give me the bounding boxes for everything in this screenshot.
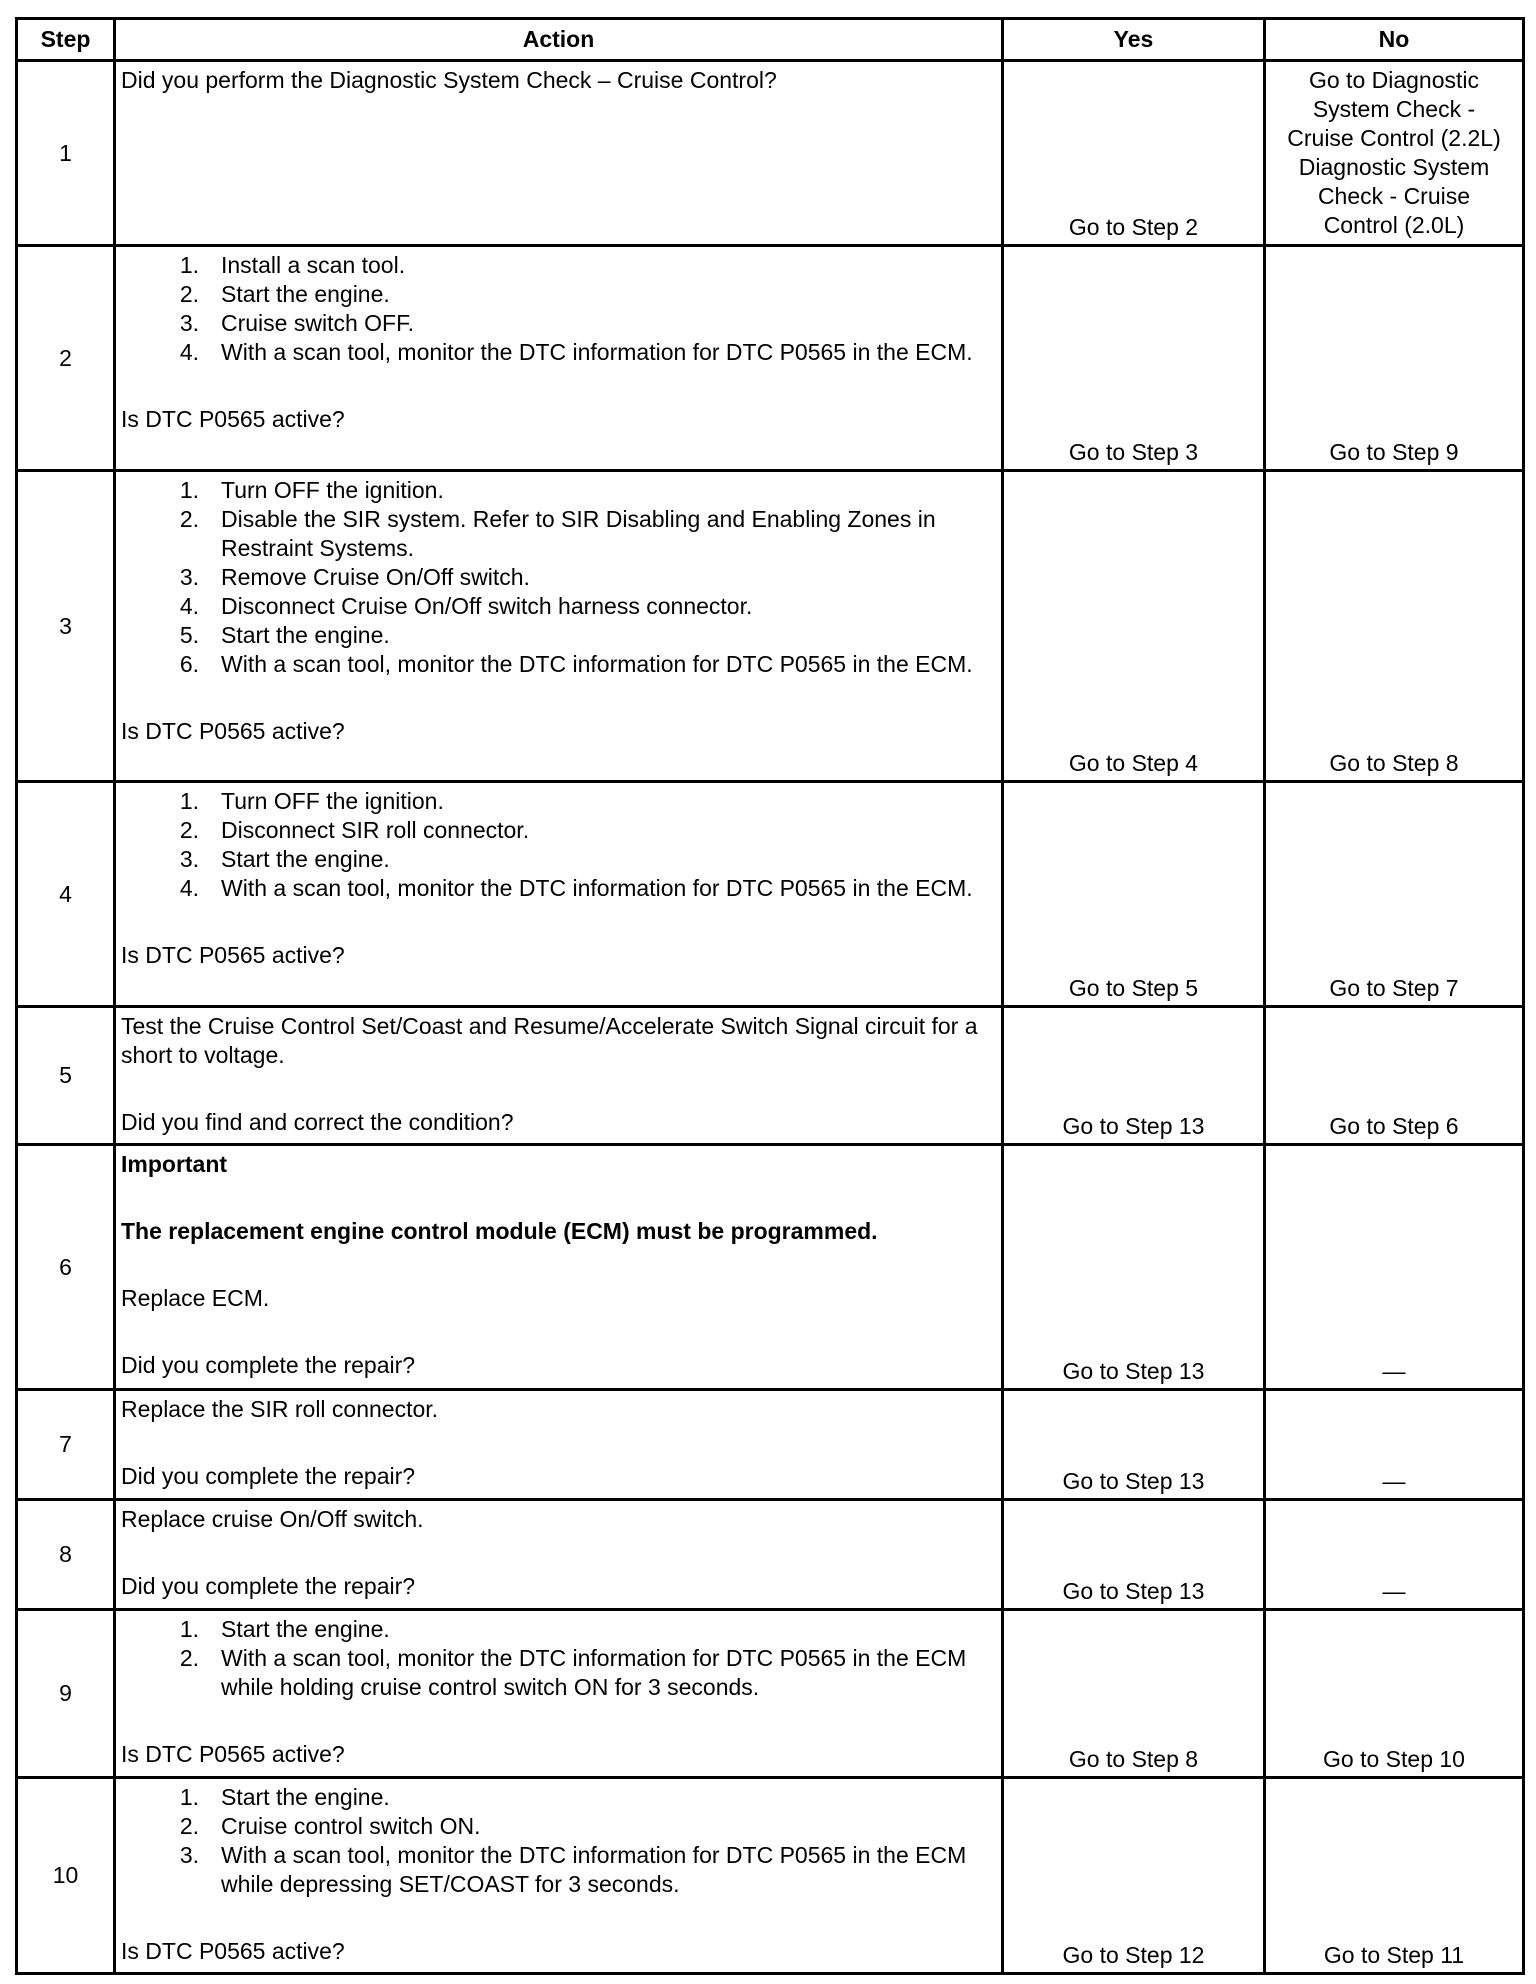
header-no: No xyxy=(1265,19,1524,61)
action-instruction: Replace cruise On/Off switch. xyxy=(121,1506,424,1532)
step-number: 5 xyxy=(17,1007,115,1145)
action-question: Did you perform the Diagnostic System Check – Cruise Control? xyxy=(121,67,777,93)
list-item: 2. Disable the SIR system. Refer to SIR Disabling and Enabling Zones in Restraint Systems. xyxy=(179,506,936,561)
action-question: Did you find and correct the condition? xyxy=(121,1109,514,1135)
no-result: Go to Step 6 xyxy=(1265,1007,1524,1145)
step-number: 8 xyxy=(17,1500,115,1610)
list-item: 3. Cruise switch OFF. xyxy=(179,310,414,336)
table-row xyxy=(17,1145,1524,1390)
action-steps-list xyxy=(121,787,995,903)
action-steps-list xyxy=(121,251,995,367)
action-cell xyxy=(115,1610,1003,1778)
no-result-line: Control (2.0L) xyxy=(1323,212,1465,238)
list-item: 3. With a scan tool, monitor the DTC information for DTC P0565 in the ECM while depressing SET/COAST for 3 seconds. xyxy=(179,1842,967,1897)
list-item: 1. Install a scan tool. xyxy=(179,252,406,278)
action-question: Is DTC P0565 active? xyxy=(121,1741,345,1767)
no-result-line: Cruise Control (2.2L) xyxy=(1287,125,1501,151)
step-number: 9 xyxy=(17,1610,115,1778)
no-result-line: System Check - xyxy=(1312,96,1476,122)
action-cell xyxy=(115,246,1003,471)
action-question: Is DTC P0565 active? xyxy=(121,1938,345,1964)
list-item: 1. Turn OFF the ignition. xyxy=(179,477,444,503)
list-item: 1. Start the engine. xyxy=(179,1616,390,1642)
action-cell xyxy=(115,471,1003,782)
table-row xyxy=(17,782,1524,1007)
step-number: 1 xyxy=(17,61,115,246)
step-number: 10 xyxy=(17,1778,115,1974)
header-step: Step xyxy=(17,19,115,61)
step-number: 4 xyxy=(17,782,115,1007)
action-question: Did you complete the repair? xyxy=(121,1352,416,1378)
action-question: Did you complete the repair? xyxy=(121,1463,416,1489)
list-item: 4. Disconnect Cruise On/Off switch harness connector. xyxy=(179,593,753,619)
action-question: Did you complete the repair? xyxy=(121,1573,416,1599)
action-steps-list xyxy=(121,476,995,679)
action-cell xyxy=(115,1390,1003,1500)
yes-result: Go to Step 5 xyxy=(1003,782,1265,1007)
step-number: 3 xyxy=(17,471,115,782)
action-cell xyxy=(115,782,1003,1007)
table-row xyxy=(17,1778,1524,1974)
table-row xyxy=(17,1390,1524,1500)
action-instruction: Replace the SIR roll connector. xyxy=(121,1396,439,1422)
header-row xyxy=(17,19,1524,61)
no-result-line: Check - Cruise xyxy=(1317,183,1471,209)
yes-result: Go to Step 8 xyxy=(1003,1610,1265,1778)
table-row xyxy=(17,246,1524,471)
action-cell xyxy=(115,1778,1003,1974)
yes-result: Go to Step 13 xyxy=(1003,1500,1265,1610)
yes-result: Go to Step 2 xyxy=(1003,61,1265,246)
list-item: 2. With a scan tool, monitor the DTC information for DTC P0565 in the ECM while holding cruise control switch ON for 3 seconds. xyxy=(179,1645,967,1700)
list-item: 2. Start the engine. xyxy=(179,281,390,307)
no-result: — xyxy=(1265,1145,1524,1390)
action-instruction: Test the Cruise Control Set/Coast and Resume/Accelerate Switch Signal circuit for a short to voltage. xyxy=(121,1013,978,1068)
yes-result: Go to Step 13 xyxy=(1003,1145,1265,1390)
list-item: 4. With a scan tool, monitor the DTC information for DTC P0565 in the ECM. xyxy=(179,875,973,901)
action-cell xyxy=(115,1145,1003,1390)
no-result-line: Go to Diagnostic xyxy=(1308,67,1480,93)
no-result: — xyxy=(1265,1500,1524,1610)
action-question: Is DTC P0565 active? xyxy=(121,718,345,744)
action-steps-list xyxy=(121,1783,995,1899)
yes-result: Go to Step 4 xyxy=(1003,471,1265,782)
no-result: Go to Step 11 xyxy=(1265,1778,1524,1974)
step-number: 6 xyxy=(17,1145,115,1390)
list-item: 6. With a scan tool, monitor the DTC information for DTC P0565 in the ECM. xyxy=(179,651,973,677)
yes-result: Go to Step 13 xyxy=(1003,1390,1265,1500)
no-result: Go to Step 8 xyxy=(1265,471,1524,782)
action-question: Is DTC P0565 active? xyxy=(121,942,345,968)
action-steps-list xyxy=(121,1615,995,1702)
yes-result: Go to Step 12 xyxy=(1003,1778,1265,1974)
table-row xyxy=(17,61,1524,246)
action-question: Is DTC P0565 active? xyxy=(121,406,345,432)
action-instruction: Replace ECM. xyxy=(121,1285,270,1311)
yes-result: Go to Step 13 xyxy=(1003,1007,1265,1145)
table-row xyxy=(17,1007,1524,1145)
list-item: 4. With a scan tool, monitor the DTC information for DTC P0565 in the ECM. xyxy=(179,339,973,365)
list-item: 3. Remove Cruise On/Off switch. xyxy=(179,564,530,590)
yes-result: Go to Step 3 xyxy=(1003,246,1265,471)
list-item: 1. Turn OFF the ignition. xyxy=(179,788,444,814)
diagnostic-table xyxy=(15,17,1525,1975)
step-number: 2 xyxy=(17,246,115,471)
important-title: Important xyxy=(121,1151,228,1177)
list-item: 3. Start the engine. xyxy=(179,846,390,872)
no-result xyxy=(1265,61,1524,246)
action-cell xyxy=(115,1007,1003,1145)
no-result: Go to Step 7 xyxy=(1265,782,1524,1007)
no-result: Go to Step 9 xyxy=(1265,246,1524,471)
header-action: Action xyxy=(115,19,1003,61)
header-yes: Yes xyxy=(1003,19,1265,61)
step-number: 7 xyxy=(17,1390,115,1500)
list-item: 1. Start the engine. xyxy=(179,1784,390,1810)
no-result: — xyxy=(1265,1390,1524,1500)
no-result-line: Diagnostic System xyxy=(1298,154,1490,180)
no-result: Go to Step 10 xyxy=(1265,1610,1524,1778)
list-item: 5. Start the engine. xyxy=(179,622,390,648)
action-cell xyxy=(115,1500,1003,1610)
table-row xyxy=(17,471,1524,782)
action-cell xyxy=(115,61,1003,246)
list-item: 2. Cruise control switch ON. xyxy=(179,1813,481,1839)
table-row xyxy=(17,1500,1524,1610)
table-row xyxy=(17,1610,1524,1778)
important-note: The replacement engine control module (ECM) must be programmed. xyxy=(121,1218,878,1244)
list-item: 2. Disconnect SIR roll connector. xyxy=(179,817,530,843)
